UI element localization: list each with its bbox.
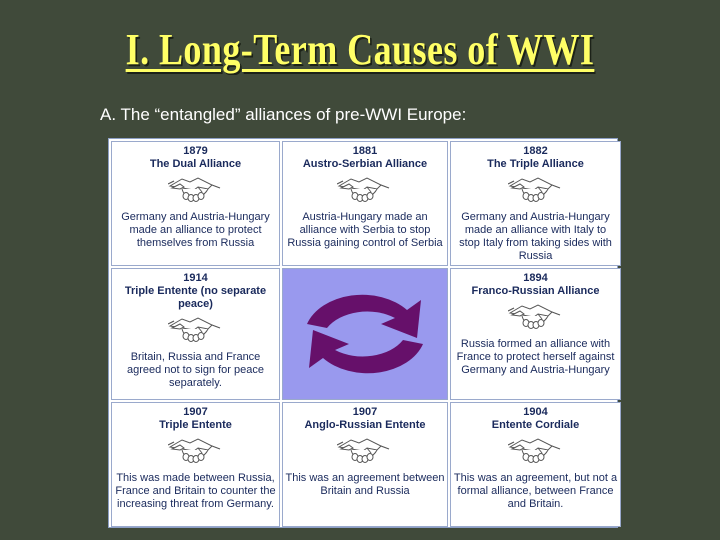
alliance-name: Anglo-Russian Entente — [304, 419, 426, 431]
alliance-name: The Triple Alliance — [487, 158, 584, 170]
alliance-description: Britain, Russia and France agreed not to sign for peace separately. — [127, 351, 264, 389]
alliance-year: 1879 — [183, 145, 208, 157]
alliance-description: Germany and Austria-Hungary made an alliance to protect themselves from Russia — [121, 211, 270, 249]
alliance-name: The Dual Alliance — [149, 158, 242, 170]
handshake-icon — [508, 436, 564, 466]
cycle-panel — [282, 268, 448, 400]
alliance-cell-austro-serbian — [282, 141, 448, 266]
alliance-year: 1907 — [352, 406, 378, 418]
slide-subtitle: A. The “entangled” alliances of pre-WWI Europe: — [100, 105, 467, 124]
alliance-cell-triple-alliance — [450, 141, 621, 266]
alliance-cell-triple-entente-1914 — [111, 268, 280, 400]
alliance-name: Triple Entente — [159, 419, 232, 431]
alliances-grid — [108, 138, 618, 528]
alliance-name: Austro-Serbian Alliance — [302, 158, 428, 170]
handshake-icon — [508, 175, 564, 205]
alliance-year: 1882 — [523, 145, 548, 157]
handshake-icon — [168, 315, 224, 345]
alliance-description: This was an agreement between Britain and Russia — [285, 472, 445, 497]
alliance-year: 1914 — [183, 272, 208, 284]
alliance-name: Triple Entente (no separate peace) — [124, 285, 267, 310]
alliance-name: Franco-Russian Alliance — [471, 285, 600, 297]
alliance-year: 1907 — [183, 406, 208, 418]
alliance-cell-anglo-russian — [282, 402, 448, 527]
alliance-name: Entente Cordiale — [491, 419, 580, 431]
alliance-description: Germany and Austria-Hungary made an alliance with Italy to stop Italy from taking sides with Russia — [459, 211, 612, 262]
alliance-year: 1881 — [352, 145, 378, 157]
alliance-description: Austria-Hungary made an alliance with Serbia to stop Russia gaining control of Serbia — [287, 211, 443, 249]
alliance-year: 1904 — [523, 406, 548, 418]
handshake-icon — [168, 436, 224, 466]
alliance-cell-dual-alliance — [111, 141, 280, 266]
handshake-icon — [337, 175, 393, 205]
alliance-description: This was made between Russia, France and Britain to counter the increasing threat from Germany. — [115, 472, 276, 510]
handshake-icon — [508, 302, 564, 332]
alliance-year: 1894 — [523, 272, 548, 284]
handshake-icon — [337, 436, 393, 466]
alliance-description: This was an agreement, but not a formal alliance, between France and Britain. — [453, 472, 618, 510]
alliance-cell-entente-cordiale — [450, 402, 621, 527]
alliance-cell-triple-entente-1907 — [111, 402, 280, 527]
alliance-description: Russia formed an alliance with France to protect herself against Germany and Austria-Hungary — [456, 338, 615, 376]
handshake-icon — [168, 175, 224, 205]
alliance-cell-franco-russian — [450, 268, 621, 400]
slide-title: I. Long-Term Causes of WWI — [125, 25, 595, 74]
cycle-arrows-icon — [295, 272, 435, 396]
